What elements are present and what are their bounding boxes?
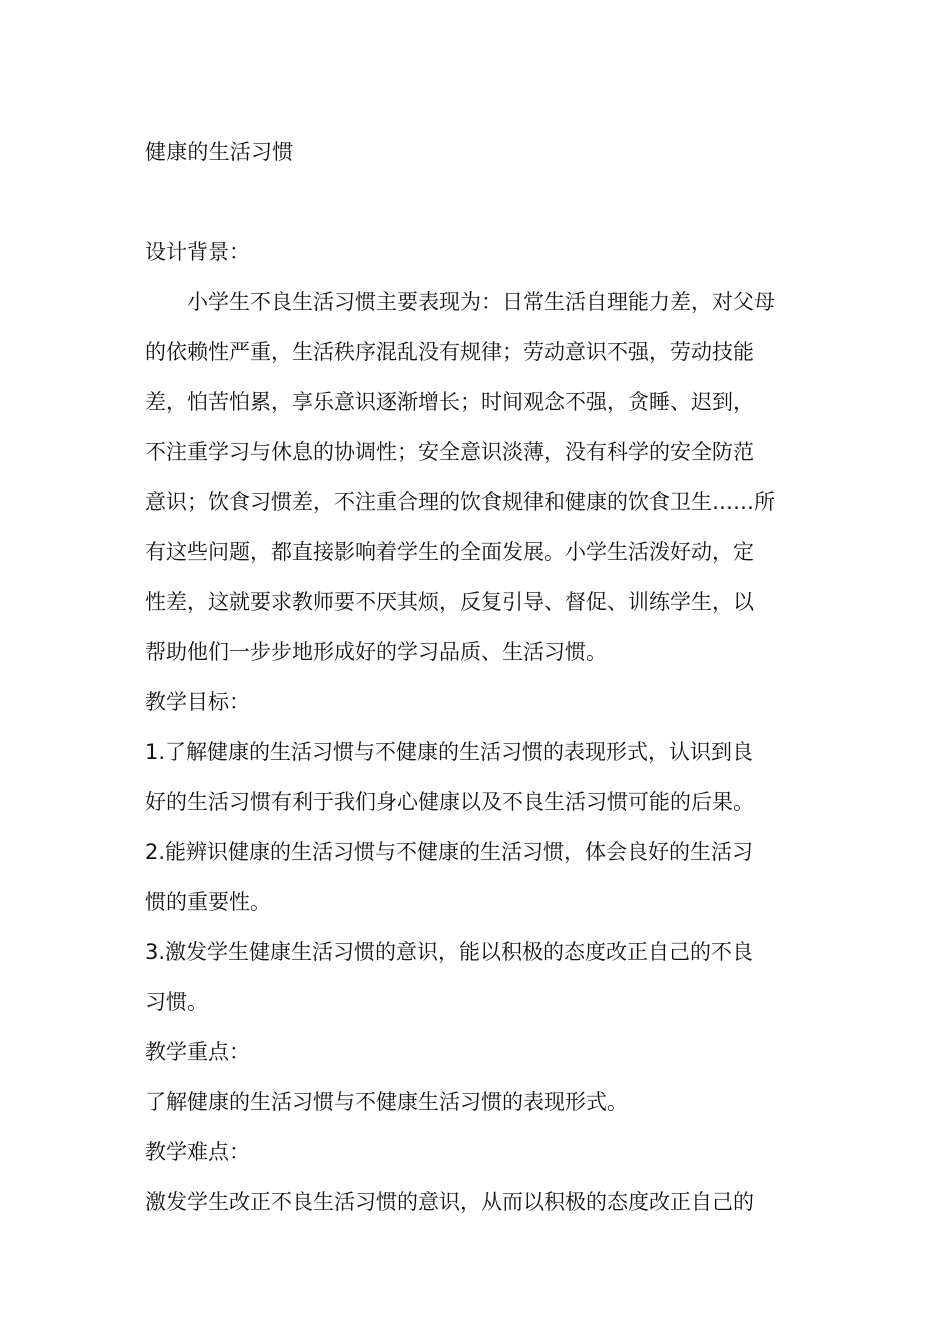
- section-heading-goals: 教学目标：: [145, 690, 250, 714]
- goal-line: 好的生活习惯有利于我们身心健康以及不良生活习惯可能的后果。: [145, 790, 754, 814]
- paragraph-line: 不注重学习与休息的协调性；安全意识淡薄，没有科学的安全防范: [145, 440, 754, 464]
- goal-line: 3.激发学生健康生活习惯的意识，能以积极的态度改正自己的不良: [145, 940, 754, 964]
- goal-line: 2.能辨识健康的生活习惯与不健康的生活习惯，体会良好的生活习: [145, 840, 754, 864]
- difficulty-text: 激发学生改正不良生活习惯的意识，从而以积极的态度改正自己的: [145, 1190, 754, 1214]
- paragraph-line: 有这些问题，都直接影响着学生的全面发展。小学生活泼好动，定: [145, 540, 754, 564]
- goal-line: 习惯。: [145, 990, 208, 1014]
- goal-line: 惯的重要性。: [145, 890, 271, 914]
- section-heading-difficulty: 教学难点：: [145, 1140, 250, 1164]
- key-points-text: 了解健康的生活习惯与不健康生活习惯的表现形式。: [145, 1090, 628, 1114]
- paragraph-line: 意识；饮食习惯差，不注重合理的饮食规律和健康的饮食卫生……所: [145, 490, 775, 514]
- section-heading-key-points: 教学重点：: [145, 1040, 250, 1064]
- paragraph-line: 小学生不良生活习惯主要表现为：日常生活自理能力差，对父母: [187, 290, 775, 314]
- paragraph-line: 的依赖性严重，生活秩序混乱没有规律；劳动意识不强，劳动技能: [145, 340, 754, 364]
- section-heading-background: 设计背景：: [145, 240, 250, 264]
- document-body: [145, 227, 815, 1227]
- paragraph-line: 性差，这就要求教师要不厌其烦，反复引导、督促、训练学生，以: [145, 590, 754, 614]
- document-title: 健康的生活习惯: [145, 140, 294, 164]
- goal-line: 1.了解健康的生活习惯与不健康的生活习惯的表现形式，认识到良: [145, 740, 754, 764]
- paragraph-line: 帮助他们一步步地形成好的学习品质、生活习惯。: [145, 640, 607, 664]
- paragraph-line: 差，怕苦怕累，享乐意识逐渐增长；时间观念不强，贪睡、迟到，: [145, 390, 754, 414]
